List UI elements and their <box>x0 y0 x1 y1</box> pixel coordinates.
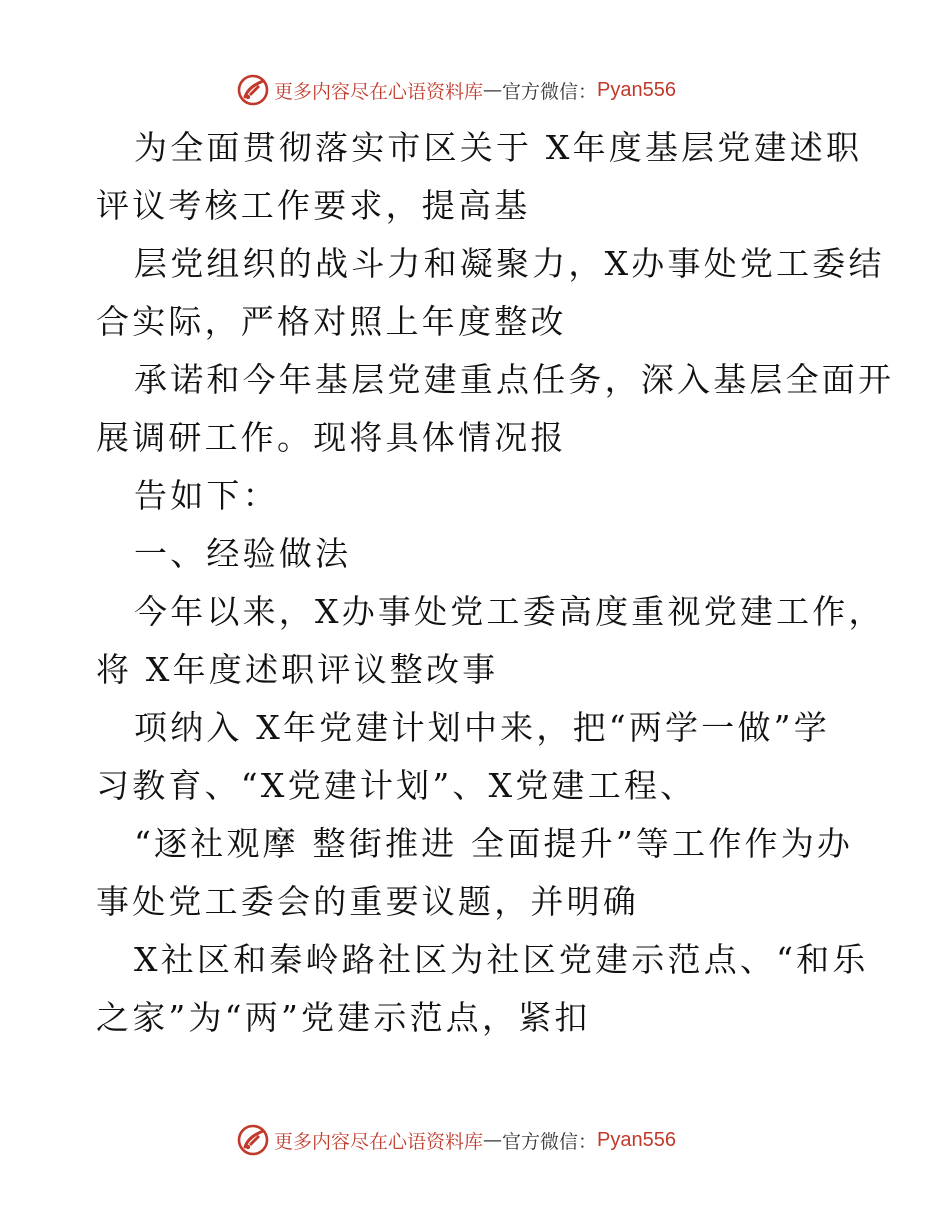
official-label: 官方微信： <box>502 80 598 103</box>
text-line: 事处党工委会的重要议题，并明确 <box>96 882 639 921</box>
site-name: 更多内容尽在心语资料库 <box>274 1130 484 1153</box>
text-line: 告如下： <box>134 476 279 515</box>
text-line: 承诺和今年基层党建重点任务，深入基层全面开 <box>134 360 895 399</box>
official-label: 官方微信： <box>502 1130 598 1153</box>
wechat-id: Pyan556 <box>597 78 676 101</box>
header-banner <box>236 72 676 108</box>
pen-swirl-logo-icon <box>236 73 270 107</box>
footer-banner <box>236 1122 676 1158</box>
text-line: 之家”为“两”党建示范点，紧扣 <box>96 998 591 1037</box>
text-line: 评议考核工作要求，提高基 <box>96 186 531 225</box>
text-line: 将 X年度述职评议整改事 <box>96 650 499 689</box>
text-line: X社区和秦岭路社区为社区党建示范点、“和乐 <box>134 940 869 979</box>
text-line: 合实际，严格对照上年度整改 <box>96 302 567 341</box>
text-line: 项纳入 X年党建计划中来，把“两学一做”学 <box>134 708 830 747</box>
pen-swirl-logo-icon <box>236 1123 270 1157</box>
banner-separator: — <box>483 1129 503 1151</box>
banner-separator: — <box>483 79 503 101</box>
text-line: 今年以来，X办事处党工委高度重视党建工作， <box>134 592 885 631</box>
text-line: 展调研工作。现将具体情况报 <box>96 418 567 457</box>
text-line: 习教育、“X党建计划”、X党建工程、 <box>96 766 697 805</box>
section-heading: 一、经验做法 <box>134 534 352 573</box>
wechat-id: Pyan556 <box>597 1128 676 1151</box>
text-line: 为全面贯彻落实市区关于 X年度基层党建述职 <box>134 128 863 167</box>
text-line: “逐社观摩 整街推进 全面提升”等工作作为办 <box>134 824 854 863</box>
text-line: 层党组织的战斗力和凝聚力，X办事处党工委结 <box>134 244 885 283</box>
site-name: 更多内容尽在心语资料库 <box>274 80 484 103</box>
